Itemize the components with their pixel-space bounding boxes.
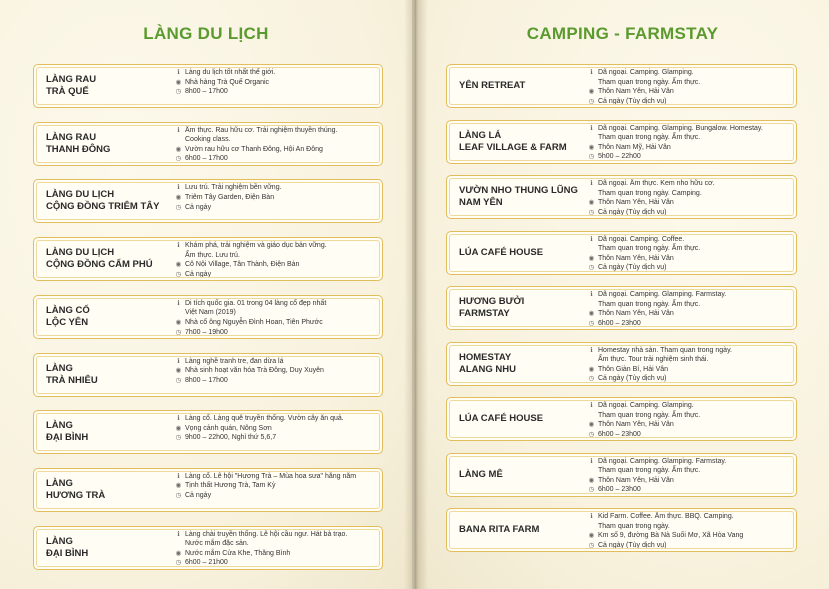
listing-card xyxy=(33,237,383,281)
location-pin-icon: ◉ xyxy=(588,199,595,207)
detail-clock xyxy=(174,154,376,164)
detail-text: Nước mắm đặc sản. xyxy=(185,540,249,548)
listing-name xyxy=(459,287,587,329)
detail-text: Tham quan trong ngày. Ẩm thực. xyxy=(598,300,701,308)
listing-name-line: LÀNG CỔ xyxy=(46,304,90,316)
detail-clock xyxy=(587,374,790,384)
listing-details xyxy=(174,68,376,97)
detail-info xyxy=(587,68,790,87)
detail-pin xyxy=(587,365,790,375)
detail-info xyxy=(587,179,790,198)
location-pin-icon: ◉ xyxy=(175,78,182,86)
listing-details xyxy=(174,472,376,501)
detail-text: Làng cổ. Làng quê truyền thống. Vườn cây ăn quả. xyxy=(185,415,344,423)
detail-clock xyxy=(174,491,376,501)
detail-info xyxy=(174,68,376,78)
detail-clock xyxy=(587,208,790,218)
detail-info xyxy=(587,401,790,420)
detail-pin xyxy=(174,366,376,376)
left-page xyxy=(0,0,412,589)
location-pin-icon: ◉ xyxy=(588,310,595,318)
clock-icon: ◷ xyxy=(175,88,182,96)
location-pin-icon: ◉ xyxy=(588,143,595,151)
listing-card xyxy=(33,410,383,454)
location-pin-icon: ◉ xyxy=(175,261,182,269)
clock-icon: ◷ xyxy=(588,319,595,327)
detail-info xyxy=(587,235,790,254)
clock-icon: ◷ xyxy=(175,559,182,567)
detail-text: Dã ngoại. Camping. Glamping. Bungalow. Homestay. xyxy=(598,124,763,132)
detail-text: Cả ngày xyxy=(185,203,212,211)
detail-text: Dã ngoại. Ẩm thực. Kem nho hữu cơ. xyxy=(598,180,715,187)
detail-clock xyxy=(174,376,376,386)
detail-info xyxy=(587,457,790,476)
listing-name-line: LÀNG LÁ xyxy=(459,129,502,141)
detail-clock xyxy=(174,433,376,443)
detail-pin xyxy=(174,145,376,155)
info-icon: ℹ xyxy=(177,126,180,134)
detail-text: 6h00 – 17h00 xyxy=(185,155,228,163)
listing-details xyxy=(587,346,790,384)
location-pin-icon: ◉ xyxy=(588,476,595,484)
detail-text: Dã ngoại. Camping. Glamping. Farmstay. xyxy=(598,291,727,298)
detail-text: Tham quan trong ngày. Ẩm thực. xyxy=(598,78,701,86)
listing-name-line: YÊN RETREAT xyxy=(459,80,526,91)
listing-card xyxy=(33,353,383,397)
detail-text: Tham quan trong ngày. xyxy=(598,522,670,530)
left-page-title: LÀNG DU LỊCH xyxy=(143,24,269,43)
detail-pin xyxy=(587,531,790,541)
detail-text: 8h00 – 17h00 xyxy=(185,88,228,96)
info-icon: ℹ xyxy=(177,472,180,480)
listing-name-line: LÀNG xyxy=(46,420,73,432)
detail-text: Làng nghề tranh tre, đan dừa lá xyxy=(185,357,284,365)
listing-name-line: LÀNG DU LỊCH xyxy=(46,189,115,201)
detail-text: Triêm Tây Garden, Điện Bàn xyxy=(185,193,275,201)
detail-clock xyxy=(587,263,790,273)
detail-pin xyxy=(587,87,790,97)
detail-info xyxy=(174,241,376,260)
listing-name-line: ALANG NHU xyxy=(459,363,516,375)
listing-name xyxy=(459,454,587,496)
detail-info xyxy=(587,124,790,143)
listing-details xyxy=(587,401,790,439)
location-pin-icon: ◉ xyxy=(588,365,595,373)
detail-info xyxy=(174,357,376,367)
detail-clock xyxy=(174,558,376,568)
clock-icon: ◷ xyxy=(175,270,182,278)
detail-text: Cả ngày xyxy=(185,270,212,278)
listing-name xyxy=(459,121,587,163)
listing-card xyxy=(33,526,383,570)
detail-pin xyxy=(174,481,376,491)
detail-text: 6h00 – 21h00 xyxy=(185,559,228,567)
listing-details xyxy=(587,457,790,495)
location-pin-icon: ◉ xyxy=(175,549,182,557)
detail-text: Thôn Nam Yên, Hải Vân xyxy=(598,254,674,262)
detail-pin xyxy=(587,309,790,319)
info-icon: ℹ xyxy=(590,346,593,354)
detail-text: Cả ngày (Tùy dịch vụ) xyxy=(598,541,667,549)
listing-name-line: LEAF VILLAGE & FARM xyxy=(459,141,567,153)
listing-details xyxy=(587,179,790,217)
listing-name xyxy=(459,65,587,107)
detail-text: Cả ngày (Tùy dịch vụ) xyxy=(598,264,667,272)
detail-text: Vọng cảnh quán, Nông Sơn xyxy=(185,424,272,432)
detail-text: Thôn Nam Yên, Hải Vân xyxy=(598,88,674,96)
detail-text: 7h00 – 19h00 xyxy=(185,328,228,336)
detail-pin xyxy=(174,260,376,270)
listing-details xyxy=(587,235,790,273)
info-icon: ℹ xyxy=(590,291,593,298)
detail-pin xyxy=(587,420,790,430)
listing-card xyxy=(33,64,383,108)
info-icon: ℹ xyxy=(590,124,593,132)
detail-clock xyxy=(174,270,376,280)
listing-card xyxy=(33,468,383,512)
listing-card xyxy=(446,453,797,497)
detail-pin xyxy=(174,318,376,328)
location-pin-icon: ◉ xyxy=(175,145,182,153)
detail-text: Cả ngày (Tùy dịch vụ) xyxy=(598,97,667,105)
detail-text: Tham quan trong ngày. Ẩm thực. xyxy=(598,467,701,475)
detail-clock xyxy=(174,328,376,338)
detail-info xyxy=(174,299,376,318)
detail-text: 6h00 – 23h00 xyxy=(598,319,641,327)
location-pin-icon: ◉ xyxy=(588,254,595,262)
detail-pin xyxy=(174,78,376,88)
clock-icon: ◷ xyxy=(175,434,182,442)
location-pin-icon: ◉ xyxy=(175,318,182,326)
detail-pin xyxy=(587,254,790,264)
listing-card xyxy=(33,179,383,223)
listing-name xyxy=(459,232,587,274)
detail-info xyxy=(174,530,376,549)
listing-name-line: HƯƠNG BƯỞI xyxy=(459,296,525,307)
clock-icon: ◷ xyxy=(588,430,595,438)
info-icon: ℹ xyxy=(590,402,593,409)
detail-text: 8h00 – 17h00 xyxy=(185,376,228,384)
listing-name xyxy=(459,509,587,551)
detail-pin xyxy=(174,549,376,559)
listing-details xyxy=(174,241,376,279)
listing-name-line: ĐẠI BÌNH xyxy=(46,432,89,444)
listing-name-line: CỘNG ĐỒNG CẨM PHÚ xyxy=(46,259,153,271)
detail-text: Cả ngày xyxy=(185,492,212,500)
listing-card xyxy=(446,342,797,386)
clock-icon: ◷ xyxy=(588,208,595,216)
detail-info xyxy=(174,472,376,482)
detail-text: Di tích quốc gia. 01 trong 04 làng cổ đẹp nhất xyxy=(185,299,327,307)
listing-name xyxy=(46,123,174,165)
detail-text: Thôn Nam Mỹ, Hải Vân xyxy=(598,143,671,151)
detail-clock xyxy=(587,152,790,162)
location-pin-icon: ◉ xyxy=(175,424,182,432)
listing-details xyxy=(587,290,790,328)
listing-name xyxy=(46,180,174,222)
location-pin-icon: ◉ xyxy=(588,532,595,540)
listing-name-line: LÚA CAFÉ HOUSE xyxy=(459,413,544,424)
detail-info xyxy=(174,414,376,424)
detail-pin xyxy=(587,198,790,208)
listing-name-line: CỘNG ĐỒNG TRIÊM TÂY xyxy=(46,201,160,213)
listing-details xyxy=(174,183,376,212)
listing-name xyxy=(459,398,587,440)
listing-details xyxy=(174,414,376,443)
detail-text: 6h00 – 23h00 xyxy=(598,486,641,494)
listing-name xyxy=(46,527,174,569)
detail-text: Tham quan trong ngày. Camping. xyxy=(598,189,702,197)
listing-name-line: BANA RITA FARM xyxy=(459,524,540,535)
info-icon: ℹ xyxy=(177,69,180,76)
info-icon: ℹ xyxy=(590,457,593,465)
detail-text: Homestay nhà sàn. Tham quan trong ngày. xyxy=(598,346,732,354)
detail-clock xyxy=(587,485,790,495)
detail-pin xyxy=(587,143,790,153)
listing-name-line: VƯỜN NHO THUNG LŨNG xyxy=(459,185,578,196)
listing-name-line: ĐẠI BÌNH xyxy=(46,547,89,559)
clock-icon: ◷ xyxy=(588,486,595,494)
listing-name xyxy=(46,65,174,107)
listing-name-line: FARMSTAY xyxy=(459,308,510,319)
detail-pin xyxy=(174,193,376,203)
location-pin-icon: ◉ xyxy=(588,88,595,96)
listing-card xyxy=(33,122,383,166)
detail-text: Nhà hàng Trà Quế Organic xyxy=(185,78,270,86)
detail-text: Dã ngoại. Camping. Glamping. xyxy=(598,69,694,76)
info-icon: ℹ xyxy=(177,357,180,365)
detail-clock xyxy=(174,87,376,97)
detail-text: Làng chài truyền thống. Lễ hội cầu ngư. Hát bả trạo. xyxy=(185,530,348,538)
listing-card xyxy=(446,231,797,275)
detail-text: Cô Nội Village, Tân Thành, Điện Bàn xyxy=(185,261,300,269)
detail-text: Tịnh thất Hương Trà, Tam Kỳ xyxy=(185,482,276,490)
listing-name-line: LÀNG RAU xyxy=(46,74,97,85)
info-icon: ℹ xyxy=(177,530,180,538)
listing-name-line: LỘC YÊN xyxy=(46,316,89,328)
detail-clock xyxy=(587,430,790,440)
info-icon: ℹ xyxy=(177,184,180,192)
location-pin-icon: ◉ xyxy=(175,193,182,201)
detail-text: 6h00 – 23h00 xyxy=(598,430,641,438)
detail-clock xyxy=(587,97,790,107)
listing-details xyxy=(174,299,376,337)
location-pin-icon: ◉ xyxy=(588,421,595,429)
detail-info xyxy=(174,183,376,193)
listing-name xyxy=(46,238,174,280)
listing-card xyxy=(446,508,797,552)
detail-text: Tham quan trong ngày. Ẩm thực. xyxy=(598,245,701,253)
clock-icon: ◷ xyxy=(175,376,182,384)
clock-icon: ◷ xyxy=(588,541,595,549)
detail-text: Ẩm thực. Lưu trú. xyxy=(185,251,240,259)
right-page-title: CAMPING - FARMSTAY xyxy=(526,24,719,43)
listing-card xyxy=(446,286,797,330)
detail-text: Thôn Nam Yên, Hải Vân xyxy=(598,310,674,318)
detail-pin xyxy=(174,424,376,434)
detail-text: Ẩm thực. Tour trải nghiệm sinh thái. xyxy=(598,356,709,364)
clock-icon: ◷ xyxy=(175,203,182,211)
listing-card xyxy=(446,175,797,219)
listing-details xyxy=(587,124,790,162)
detail-text: Lưu trú. Trải nghiệm bền vững. xyxy=(185,184,282,192)
listing-name xyxy=(459,343,587,385)
listing-details xyxy=(587,68,790,106)
detail-text: Thôn Nam Yên, Hải Vân xyxy=(598,421,674,429)
clock-icon: ◷ xyxy=(588,153,595,161)
listing-name-line: THANH ĐÔNG xyxy=(46,143,111,155)
detail-text: Làng cổ. Lễ hội "Hương Trà – Mùa hoa sưa" hằng năm xyxy=(185,472,357,480)
detail-text: Nhà cổ ông Nguyễn Đình Hoan, Tiên Phước xyxy=(185,318,323,326)
detail-clock xyxy=(587,319,790,329)
detail-info xyxy=(174,126,376,145)
clock-icon: ◷ xyxy=(175,328,182,336)
clock-icon: ◷ xyxy=(175,155,182,163)
detail-text: Tham quan trong ngày. Ẩm thực. xyxy=(598,134,701,142)
info-icon: ℹ xyxy=(177,299,180,307)
clock-icon: ◷ xyxy=(175,492,182,500)
listing-card xyxy=(33,295,383,339)
detail-text: Thôn Nam Yên, Hải Vân xyxy=(598,476,674,484)
listing-name-line: LÀNG RAU xyxy=(46,131,97,143)
detail-text: Vườn rau hữu cơ Thanh Đông, Hội An Đông xyxy=(185,145,323,153)
location-pin-icon: ◉ xyxy=(175,482,182,490)
clock-icon: ◷ xyxy=(588,97,595,105)
detail-text: Thôn Giàn Bí, Hải Vân xyxy=(598,365,669,373)
listing-name-line: LÀNG xyxy=(46,535,73,547)
detail-pin xyxy=(587,476,790,486)
listing-details xyxy=(174,530,376,568)
listing-details xyxy=(174,126,376,164)
detail-text: Dã ngoại. Camping. Glamping. Farmstay. xyxy=(598,457,727,465)
detail-text: Cả ngày (Tùy dịch vụ) xyxy=(598,208,667,216)
detail-text: 5h00 – 22h00 xyxy=(598,153,641,161)
detail-text: Tham quan trong ngày. Ẩm thực. xyxy=(598,411,701,419)
listing-name xyxy=(459,176,587,218)
listing-details xyxy=(174,357,376,386)
info-icon: ℹ xyxy=(590,69,593,76)
detail-info xyxy=(587,346,790,365)
detail-text: Làng du lịch tốt nhất thế giới. xyxy=(185,69,276,76)
listing-details xyxy=(587,512,790,550)
detail-text: Việt Nam (2019) xyxy=(185,309,236,317)
listing-name-line: TRÀ QUẾ xyxy=(46,86,89,97)
listing-name-line: LÚA CAFÉ HOUSE xyxy=(459,246,544,258)
detail-text: Cả ngày (Tùy dịch vụ) xyxy=(598,375,667,383)
listing-name-line: LÀNG xyxy=(46,477,73,489)
detail-text: Kid Farm. Coffee. Ẩm thực. BBQ. Camping. xyxy=(598,513,734,520)
info-icon: ℹ xyxy=(590,180,593,187)
clock-icon: ◷ xyxy=(588,375,595,383)
listing-name-line: TRÀ NHIÊU xyxy=(46,374,98,386)
detail-info xyxy=(587,512,790,531)
listing-name-line: HOMESTAY xyxy=(459,351,512,363)
listing-name xyxy=(46,469,174,511)
listing-name-line: NAM YÊN xyxy=(459,197,503,208)
clock-icon: ◷ xyxy=(588,264,595,272)
detail-text: Thôn Nam Yên, Hải Vân xyxy=(598,199,674,207)
info-icon: ℹ xyxy=(177,242,180,250)
detail-clock xyxy=(174,203,376,213)
detail-text: Khám phá, trải nghiệm và giáo dục bản vững. xyxy=(185,242,327,250)
listing-name xyxy=(46,296,174,338)
detail-clock xyxy=(587,541,790,551)
listing-name-line: LÀNG DU LỊCH xyxy=(46,247,115,259)
listing-name xyxy=(46,411,174,453)
listing-name-line: LÀNG MÊ xyxy=(459,468,503,480)
listing-card xyxy=(446,397,797,441)
detail-text: Cooking class. xyxy=(185,136,231,144)
listing-card xyxy=(446,120,797,164)
listing-name-line: HƯƠNG TRÀ xyxy=(46,489,106,501)
info-icon: ℹ xyxy=(590,513,593,520)
detail-text: Nhà sinh hoạt văn hóa Trà Đông, Duy Xuyên xyxy=(185,367,324,375)
detail-text: Dã ngoại. Camping. Glamping. xyxy=(598,402,694,409)
listing-name-line: LÀNG xyxy=(46,362,73,374)
detail-text: 9h00 – 22h00, Nghỉ thứ 5,6,7 xyxy=(185,434,277,442)
listing-name xyxy=(46,354,174,396)
detail-info xyxy=(587,290,790,309)
info-icon: ℹ xyxy=(590,235,593,243)
right-page xyxy=(416,0,829,589)
page-gutter xyxy=(404,0,428,589)
detail-text: Km số 9, đường Bà Nà Suối Mơ, Xã Hòa Vang xyxy=(598,532,744,540)
detail-text: Nước mắm Cửa Khe, Thăng Bình xyxy=(185,549,291,557)
detail-text: Dã ngoại. Camping. Coffee. xyxy=(598,235,685,243)
location-pin-icon: ◉ xyxy=(175,367,182,375)
listing-card xyxy=(446,64,797,108)
detail-text: Ẩm thực. Rau hữu cơ. Trải nghiệm thuyền thúng. xyxy=(185,126,338,134)
info-icon: ℹ xyxy=(177,415,180,423)
